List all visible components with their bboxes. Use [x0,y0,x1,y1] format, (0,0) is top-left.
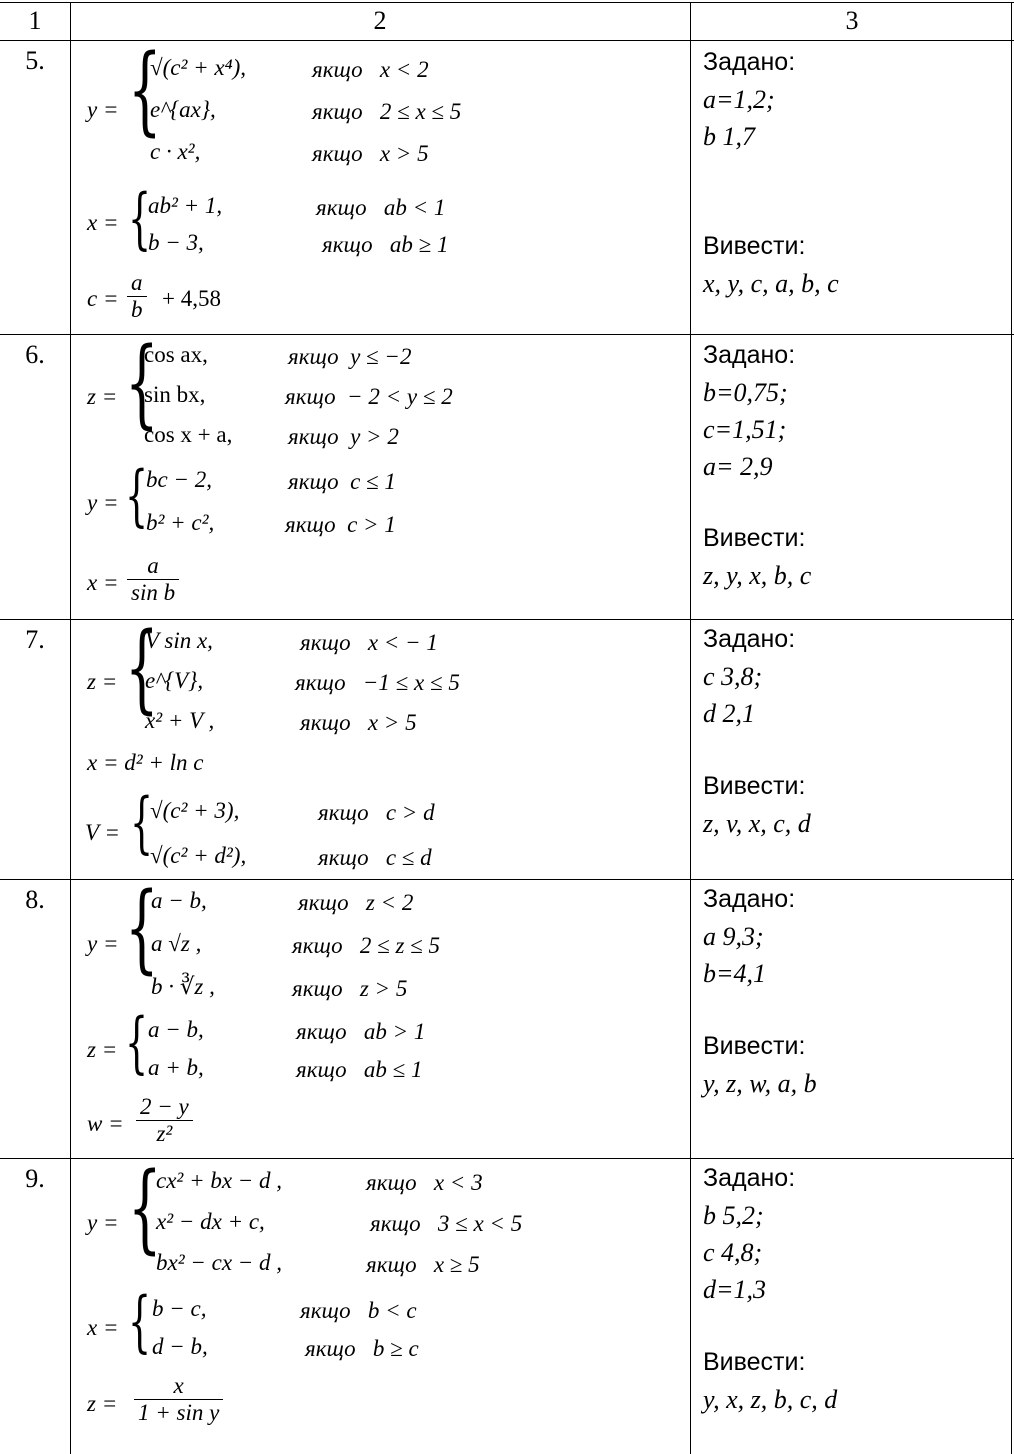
case-expression: bx² − cx − d , [156,1250,283,1275]
given-block [703,44,795,155]
case-condition: − 2 < y ≤ 2 [347,384,453,409]
equation-lhs: z = [87,669,118,694]
case-expression: V sin x, [145,628,213,653]
output-value: z, y, x, b, c [703,561,812,590]
output-block [703,1344,837,1418]
equation-lhs: c = [87,286,119,311]
output-label: Вивести: [703,1032,806,1060]
row-number: 8. [25,885,45,914]
equation-lhs: y = [87,1210,119,1235]
equation-lhs: z = [87,1037,118,1062]
case-condition: 2 ≤ x ≤ 5 [379,99,462,124]
given-block [703,881,795,992]
fraction-denominator: sin b [131,580,176,605]
case-brace: { [125,612,159,724]
if-word: якщо [285,512,336,537]
given-value: b 5,2; [703,1201,764,1230]
case-expression: e^{ax}, [150,97,216,122]
output-block [703,768,811,842]
case-expression: d − b, [152,1334,208,1359]
case-expression: √(c² + d²), [150,843,247,868]
case-condition: z > 5 [359,976,408,1001]
case-condition: x > 5 [379,141,429,166]
equation-lhs: x = [87,570,119,595]
given-block [703,337,795,485]
if-word: якщо [285,384,336,409]
given-value: a=1,2; [703,85,775,114]
case-expression: c · x², [150,139,201,164]
case-brace: { [125,327,159,439]
if-word: якщо [292,933,343,958]
case-condition: 3 ≤ x < 5 [437,1211,523,1236]
given-value: b=4,1 [703,959,767,988]
case-condition: c > 1 [347,512,396,537]
table-border-top [0,2,1014,3]
case-condition: b ≥ c [372,1336,419,1361]
equation-lhs: y = [87,97,119,122]
case-expression: sin bx, [144,382,206,407]
case-expression: b − c, [152,1296,207,1321]
case-expression: x² + V , [145,708,215,733]
case-expression: b · ∛z , [151,974,215,999]
equation-lhs: V = [85,820,120,845]
case-expression: e^{V}, [145,668,204,693]
case-expression: cos ax, [144,342,208,367]
case-condition: x < 2 [379,57,429,82]
case-condition: x < 3 [433,1170,483,1195]
fraction-numerator: 2 − y [136,1094,193,1121]
if-word: якщо [305,1336,356,1361]
given-value: c 3,8; [703,662,763,691]
case-condition: ab ≥ 1 [389,232,449,257]
given-value: a 9,3; [703,922,764,951]
case-expression: ab² + 1, [148,193,223,218]
case-condition: c ≤ d [385,845,432,870]
output-label: Вивести: [703,524,806,552]
row-number: 9. [25,1164,45,1193]
header-col-2: 2 [373,6,387,35]
case-condition: ab < 1 [383,195,446,220]
row-number: 7. [25,625,45,654]
equation-lhs: x = [87,1315,119,1340]
given-value: b 1,7 [703,122,755,151]
given-value: d=1,3 [703,1275,767,1304]
output-label: Вивести: [703,1348,806,1376]
if-word: якщо [312,99,363,124]
case-brace: { [125,872,159,984]
case-condition: y ≤ −2 [350,344,412,369]
output-block [703,228,839,302]
case-expression: bc − 2, [146,467,212,492]
if-word: якщо [318,800,369,825]
given-label: Задано: [703,48,796,76]
case-condition: ab > 1 [363,1019,426,1044]
if-word: якщо [366,1170,417,1195]
expression-tail: + 4,58 [162,286,221,311]
output-value: y, z, w, a, b [703,1069,817,1098]
table-border-right [1011,2,1012,1454]
case-condition: x > 5 [367,710,417,735]
column-divider [690,2,691,1454]
if-word: якщо [300,1298,351,1323]
case-condition: x < − 1 [367,630,438,655]
output-block [703,1028,817,1102]
header-col-3: 3 [845,6,859,35]
if-word: якщо [296,1019,347,1044]
case-brace: { [128,1283,152,1360]
given-value: c=1,51; [703,415,787,444]
given-label: Задано: [703,885,796,913]
fraction-denominator: 1 + sin y [138,1400,220,1425]
fraction-denominator: z² [156,1121,173,1146]
output-block [703,520,811,594]
row-number: 5. [25,46,45,75]
if-word: якщо [300,710,351,735]
if-word: якщо [370,1211,421,1236]
case-condition: b < c [367,1298,417,1323]
equation-lhs: x = [87,210,119,235]
case-brace: { [130,784,154,861]
fraction-denominator: b [131,297,143,322]
case-brace: { [125,1004,149,1081]
equation-line: x = d² + ln c [87,750,204,775]
if-word: якщо [292,976,343,1001]
given-label: Задано: [703,1164,796,1192]
if-word: якщо [366,1252,417,1277]
case-expression: x² − dx + c, [156,1209,265,1234]
if-word: якщо [298,890,349,915]
equation-lhs: y = [87,931,119,956]
if-word: якщо [288,344,339,369]
given-block [703,621,795,732]
column-divider [70,2,71,1454]
header-col-1: 1 [28,6,42,35]
if-word: якщо [312,141,363,166]
given-block [703,1160,795,1308]
fraction-numerator: a [127,270,147,297]
equation-lhs: z = [87,1391,118,1416]
output-value: x, y, c, a, b, c [703,269,839,298]
case-expression: cos x + a, [144,422,233,447]
given-value: d 2,1 [703,699,755,728]
equation-lhs: z = [87,384,118,409]
if-word: якщо [296,1057,347,1082]
case-brace: { [128,34,162,146]
output-label: Вивести: [703,232,806,260]
case-condition: c > d [385,800,435,825]
if-word: якщо [316,195,367,220]
case-brace: { [125,457,149,534]
case-expression: a − b, [148,1017,204,1042]
fraction-numerator: x [134,1373,223,1400]
if-word: якщо [318,845,369,870]
case-condition: c ≤ 1 [350,469,396,494]
equation-lhs: w = [87,1111,124,1136]
fraction [127,270,147,323]
case-brace: { [128,180,152,257]
if-word: якщо [312,57,363,82]
case-expression: a + b, [148,1055,204,1080]
fraction [136,1094,193,1147]
equation-lhs: y = [87,490,119,515]
fraction [134,1373,223,1426]
if-word: якщо [322,232,373,257]
given-label: Задано: [703,341,796,369]
if-word: якщо [295,670,346,695]
case-expression: a √z , [151,931,202,956]
if-word: якщо [288,469,339,494]
case-expression: a − b, [151,888,207,913]
case-condition: 2 ≤ z ≤ 5 [359,933,441,958]
case-condition: y > 2 [350,424,399,449]
case-expression: √(c² + 3), [150,798,240,823]
if-word: якщо [288,424,339,449]
given-value: a= 2,9 [703,452,773,481]
case-condition: −1 ≤ x ≤ 5 [362,670,460,695]
case-expression: b − 3, [148,230,204,255]
case-expression: cx² + bx − d , [156,1168,283,1193]
if-word: якщо [300,630,351,655]
output-value: z, v, x, c, d [703,809,811,838]
output-value: y, x, z, b, c, d [703,1385,838,1414]
fraction-numerator: a [127,553,179,580]
given-value: b=0,75; [703,378,788,407]
case-brace: { [128,1152,162,1264]
case-expression: √(c² + x⁴), [150,55,247,80]
case-condition: z < 2 [365,890,414,915]
given-label: Задано: [703,625,796,653]
output-label: Вивести: [703,772,806,800]
case-condition: x ≥ 5 [433,1252,480,1277]
case-expression: b² + c², [146,510,215,535]
given-value: c 4,8; [703,1238,763,1267]
fraction [127,553,179,606]
row-number: 6. [25,340,45,369]
case-condition: ab ≤ 1 [363,1057,423,1082]
